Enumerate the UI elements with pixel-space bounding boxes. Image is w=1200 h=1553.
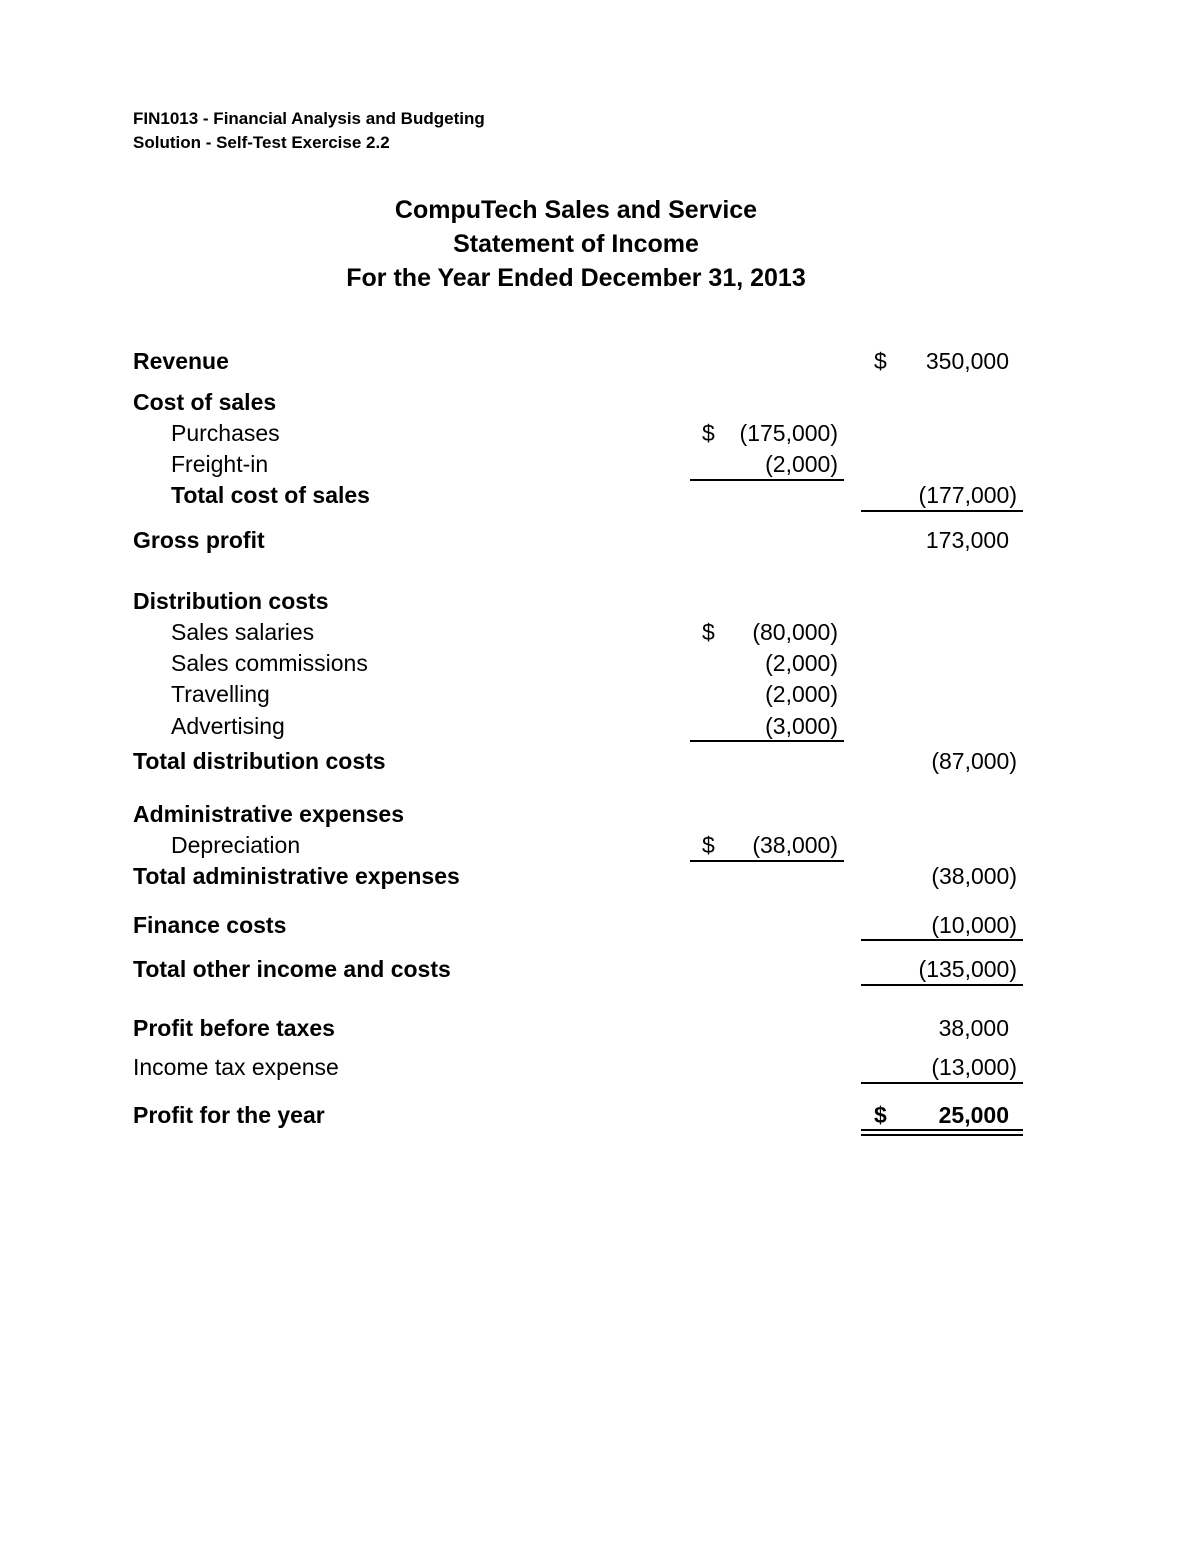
revenue-amount: 350,000 bbox=[925, 348, 1009, 374]
total-cost-of-sales-label: Total cost of sales bbox=[171, 482, 370, 508]
travelling-amount: (2,000) bbox=[765, 681, 838, 707]
depreciation-label: Depreciation bbox=[171, 832, 301, 858]
total-administrative-expenses-label: Total administrative expenses bbox=[133, 863, 460, 889]
advertising-amount: (3,000) bbox=[765, 713, 838, 739]
total-administrative-expenses-amount: (38,000) bbox=[931, 863, 1017, 889]
profit-for-year-label: Profit for the year bbox=[133, 1102, 325, 1128]
subtotal-rule bbox=[690, 860, 844, 862]
statement-name: Statement of Income bbox=[453, 230, 699, 258]
sales-salaries-label: Sales salaries bbox=[171, 619, 315, 645]
income-tax-amount: (13,000) bbox=[931, 1054, 1017, 1080]
gross-profit-label: Gross profit bbox=[133, 527, 265, 553]
revenue-label: Revenue bbox=[133, 348, 229, 374]
company-name: CompuTech Sales and Service bbox=[394, 196, 758, 224]
total-other-amount: (135,000) bbox=[918, 956, 1017, 982]
course-title: FIN1013 - Financial Analysis and Budgeting bbox=[133, 109, 485, 128]
profit-for-year-amount: 25,000 bbox=[938, 1102, 1009, 1128]
purchases-amount: (175,000) bbox=[739, 420, 838, 446]
total-other-label: Total other income and costs bbox=[133, 956, 451, 982]
travelling-label: Travelling bbox=[171, 681, 270, 707]
currency-symbol: $ bbox=[702, 420, 715, 446]
currency-symbol: $ bbox=[874, 348, 887, 374]
finance-costs-amount: (10,000) bbox=[931, 912, 1017, 938]
administrative-expenses-label: Administrative expenses bbox=[133, 801, 405, 827]
profit-before-taxes-amount: 38,000 bbox=[938, 1015, 1009, 1041]
subtotal-rule bbox=[690, 479, 844, 481]
freight-in-label: Freight-in bbox=[171, 451, 269, 477]
sales-salaries-amount: (80,000) bbox=[752, 619, 838, 645]
statement-period: For the Year Ended December 31, 2013 bbox=[346, 264, 806, 292]
sales-commissions-label: Sales commissions bbox=[171, 650, 368, 676]
currency-symbol: $ bbox=[702, 619, 715, 645]
freight-in-amount: (2,000) bbox=[765, 451, 838, 477]
distribution-costs-label: Distribution costs bbox=[133, 588, 329, 614]
total-rule bbox=[861, 1082, 1023, 1084]
cost-of-sales-label: Cost of sales bbox=[133, 389, 277, 415]
total-rule bbox=[861, 984, 1023, 986]
advertising-label: Advertising bbox=[171, 713, 285, 739]
sales-commissions-amount: (2,000) bbox=[765, 650, 838, 676]
finance-costs-label: Finance costs bbox=[133, 912, 287, 938]
double-underline bbox=[861, 1129, 1023, 1136]
currency-symbol: $ bbox=[874, 1102, 887, 1128]
subtotal-rule bbox=[690, 740, 844, 742]
total-rule bbox=[861, 939, 1023, 941]
profit-before-taxes-label: Profit before taxes bbox=[133, 1015, 335, 1041]
purchases-label: Purchases bbox=[171, 420, 280, 446]
total-cost-of-sales-amount: (177,000) bbox=[918, 482, 1017, 508]
exercise-subtitle: Solution - Self-Test Exercise 2.2 bbox=[133, 133, 390, 152]
depreciation-amount: (38,000) bbox=[752, 832, 838, 858]
gross-profit-amount: 173,000 bbox=[925, 527, 1009, 553]
income-tax-label: Income tax expense bbox=[133, 1054, 339, 1080]
total-distribution-costs-label: Total distribution costs bbox=[133, 748, 386, 774]
total-rule bbox=[861, 510, 1023, 512]
total-distribution-costs-amount: (87,000) bbox=[931, 748, 1017, 774]
currency-symbol: $ bbox=[702, 832, 715, 858]
